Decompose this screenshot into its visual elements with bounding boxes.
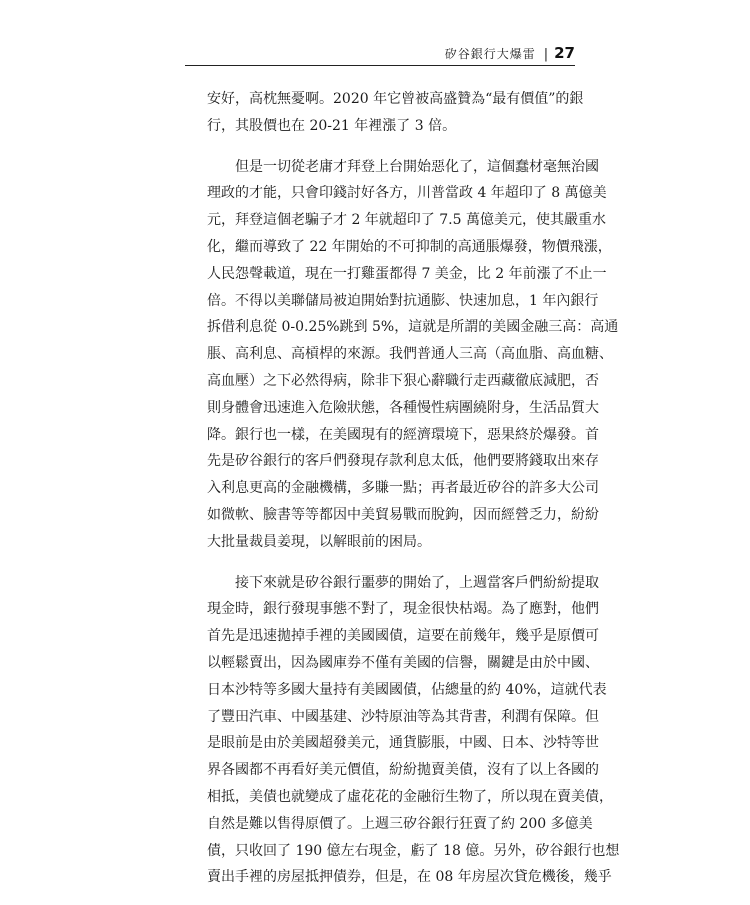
- text-line: 脹、高利息、高槓桿的來源。我們普通人三高（高血脂、高血糖、: [207, 346, 613, 363]
- text-line: 是眼前是由於美國超發美元，通貨膨脹，中國、日本、沙特等世: [207, 735, 599, 752]
- text-line: 化，繼而導致了 22 年開始的不可抑制的高通脹爆發，物價飛漲，: [207, 238, 612, 255]
- text-line: 接下來就是矽谷銀行噩夢的開始了，上週當客戶們紛紛提取: [235, 574, 599, 591]
- text-line: 倍。不得以美聯儲局被迫開始對抗通膨、快速加息，1 年內銀行: [207, 292, 599, 309]
- text-line: 現金時，銀行發現事態不對了，現金很快枯竭。為了應對，他們: [207, 601, 599, 618]
- text-line: 自然是難以售得原價了。上週三矽谷銀行狂賣了約 200 多億美: [207, 815, 593, 832]
- text-line: 首先是迅速拋掉手裡的美國國債，這要在前幾年，幾乎是原價可: [207, 628, 599, 645]
- text-line: 高血壓）之下必然得病，除非下狠心辭職行走西藏徹底減肥，否: [207, 372, 599, 389]
- text-line: 則身體會迅速進入危險狀態，各種慢性病團繞附身，生活品質大: [207, 399, 599, 416]
- text-line: 大批量裁員姜現，以解眼前的困局。: [207, 533, 431, 550]
- paragraph: [207, 154, 619, 556]
- text-line: 相抵，美債也就變成了虛花花的金融衍生物了，所以現在賣美債，: [207, 788, 613, 805]
- text-line: 安好，高枕無憂啊。2020 年它曾被高盛贊為“最有價值”的銀: [207, 91, 584, 107]
- paragraph: [207, 570, 620, 892]
- text-line: 理政的才能，只會印錢討好各方，川普當政 4 年超印了 8 萬億美: [207, 185, 607, 202]
- paragraph: [207, 86, 584, 140]
- running-header: [185, 40, 575, 66]
- header-separator: |: [543, 47, 549, 62]
- text-line: 人民怨聲載道，現在一打雞蛋都得 7 美金，比 2 年前漲了不止一: [207, 265, 607, 282]
- text-line: 了豐田汽車、中國基建、沙特原油等為其背書，利潤有保障。但: [207, 708, 599, 725]
- text-line: 元，拜登這個老騙子才 2 年就超印了 7.5 萬億美元，使其嚴重水: [207, 212, 606, 229]
- text-line: 降。銀行也一樣，在美國現有的經濟環境下，惡果終於爆發。首: [207, 426, 599, 443]
- text-line: 以輕鬆賣出，因為國庫券不僅有美國的信譽，關鍵是由於中國、: [207, 654, 599, 671]
- text-line: 如微軟、臉書等等都因中美貿易戰而脫鉤，因而經營乏力，紛紛: [207, 506, 599, 523]
- text-line: 先是矽谷銀行的客戶們發現存款利息太低，他們要將錢取出來存: [207, 453, 599, 470]
- text-line: 拆借利息從 0-0.25%跳到 5%，這就是所謂的美國金融三高：高通: [207, 319, 619, 336]
- text-line: 日本沙特等多國大量持有美國國債，佔總量的約 40%，這就代表: [207, 681, 607, 698]
- text-line: 債，只收回了 190 億左右現金，虧了 18 億。另外，矽谷銀行也想: [207, 842, 620, 859]
- text-line: 界各國都不再看好美元價值，紛紛拋賣美債，沒有了以上各國的: [207, 762, 599, 779]
- text-line: 賣出手裡的房屋抵押債券，但是，在 08 年房屋次貸危機後，幾乎: [207, 869, 612, 886]
- text-line: 但是一切從老庸才拜登上台開始惡化了，這個蠢材毫無治國: [235, 158, 599, 175]
- body-text: [207, 86, 620, 905]
- text-line: 行，其股價也在 20-21 年裡漲了 3 倍。: [207, 117, 457, 134]
- page-number: 27: [554, 44, 575, 62]
- text-line: 入利息更高的金融機構，多賺一點；再者最近矽谷的許多大公司: [207, 480, 599, 497]
- running-title: 矽谷銀行大爆雷: [444, 47, 536, 61]
